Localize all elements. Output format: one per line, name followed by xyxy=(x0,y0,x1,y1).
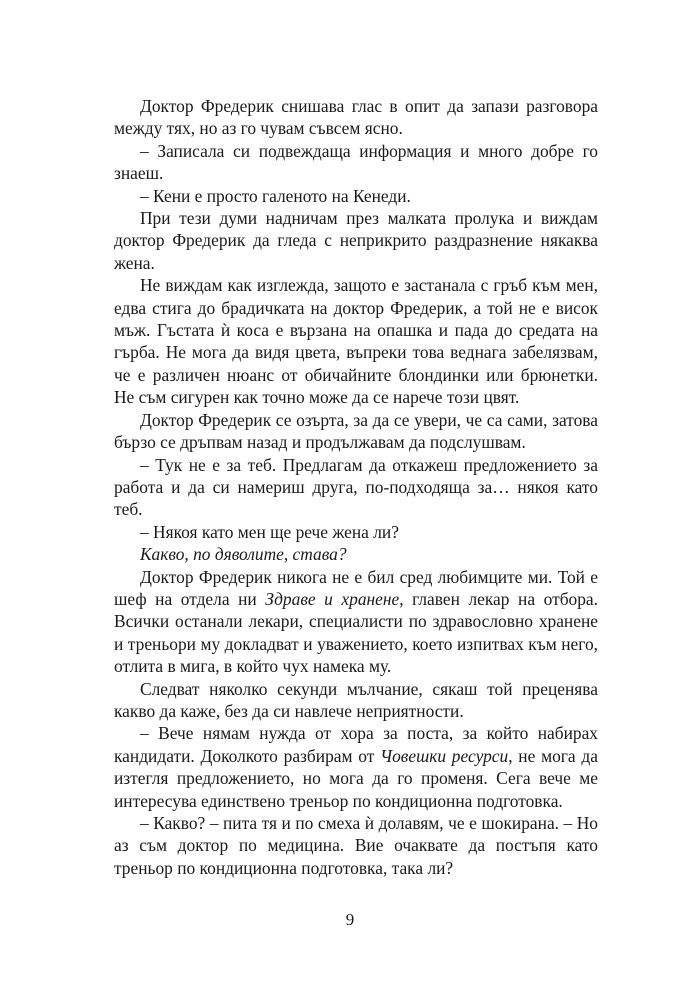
paragraph-7: – Тук не е за теб. Предлагам да откажеш предложението за работа и да си намериш друга, по-подходяща за… някоя като теб. xyxy=(114,454,598,520)
paragraph-8: – Някоя като мен ще рече жена ли? xyxy=(140,521,399,542)
paragraph-12-before: – Вече нямам нужда от хора за поста, за който набирах кандидати. Доколкото разбирам от xyxy=(114,723,598,766)
paragraph-13: – Какво? – пита тя и по смеха ѝ долавям, че е шокирана. – Но аз съм доктор по медицина. Вие очаквате да постъпя като треньор по кондиционна подготовка, така ли? xyxy=(114,813,598,878)
paragraph-12 xyxy=(114,722,598,812)
paragraph-10-after: , главен лекар на отбора. Всички останали лекари, специалисти по здравословно хранене и треньори му докладват и уважението, което изпитвах към него, отлита в мига, в който чух намека му. xyxy=(114,588,598,677)
paragraph-4: При тези думи надничам през малката пролука и виждам доктор Фредерик да гледа с неприкрито раздразнение някаква жена. xyxy=(114,208,598,273)
paragraph-3: – Кени е просто галеното на Кенеди. xyxy=(140,185,411,206)
hr-department-name: Човешки ресурси xyxy=(380,745,509,766)
italic-thought: Какво, по дяволите, става? xyxy=(140,544,347,565)
paragraph-2: – Записала си подвеждаща информация и много добре го знаеш. xyxy=(114,140,598,184)
department-name: Здраве и хранене xyxy=(265,588,400,609)
paragraph-12-after: , не мога да изтегля предложението, но мога да го променя. Сега вече ме интересува единствено треньор по кондиционна подготовка. xyxy=(114,745,598,811)
paragraph-10-before: Доктор Фредерик никога не е бил сред любимците ми. Той е шеф на отдела ни xyxy=(114,566,598,609)
body-text xyxy=(114,95,598,879)
page-number: 9 xyxy=(345,910,355,929)
paragraph-9 xyxy=(114,543,598,565)
paragraph-1: Доктор Фредерик снишава глас в опит да запази разговора между тях, но аз го чувам съвсем ясно. xyxy=(114,96,598,139)
paragraph-10 xyxy=(114,566,598,678)
paragraph-11: Следват няколко секунди мълчание, сякаш той преценява какво да каже, без да си навлече неприятности. xyxy=(114,678,598,721)
paragraph-5: Не виждам как изглежда, защото е застанала с гръб към мен, едва стига до брадичката на доктор Фредерик, а той не е висок мъж. Гъстата ѝ коса е вързана на опашка и пада до средата на гърба. Не мога да видя цвета, въпреки това веднага забелязвам, че е различен нюанс от обичайните блондинки или брюнетки. Не съм сигурен как точно може да се нарече този цвят. xyxy=(114,275,598,408)
paragraph-6: Доктор Фредерик се озърта, за да се увери, че са сами, затова бързо се дръпвам назад и продължавам да подслушвам. xyxy=(114,409,598,453)
